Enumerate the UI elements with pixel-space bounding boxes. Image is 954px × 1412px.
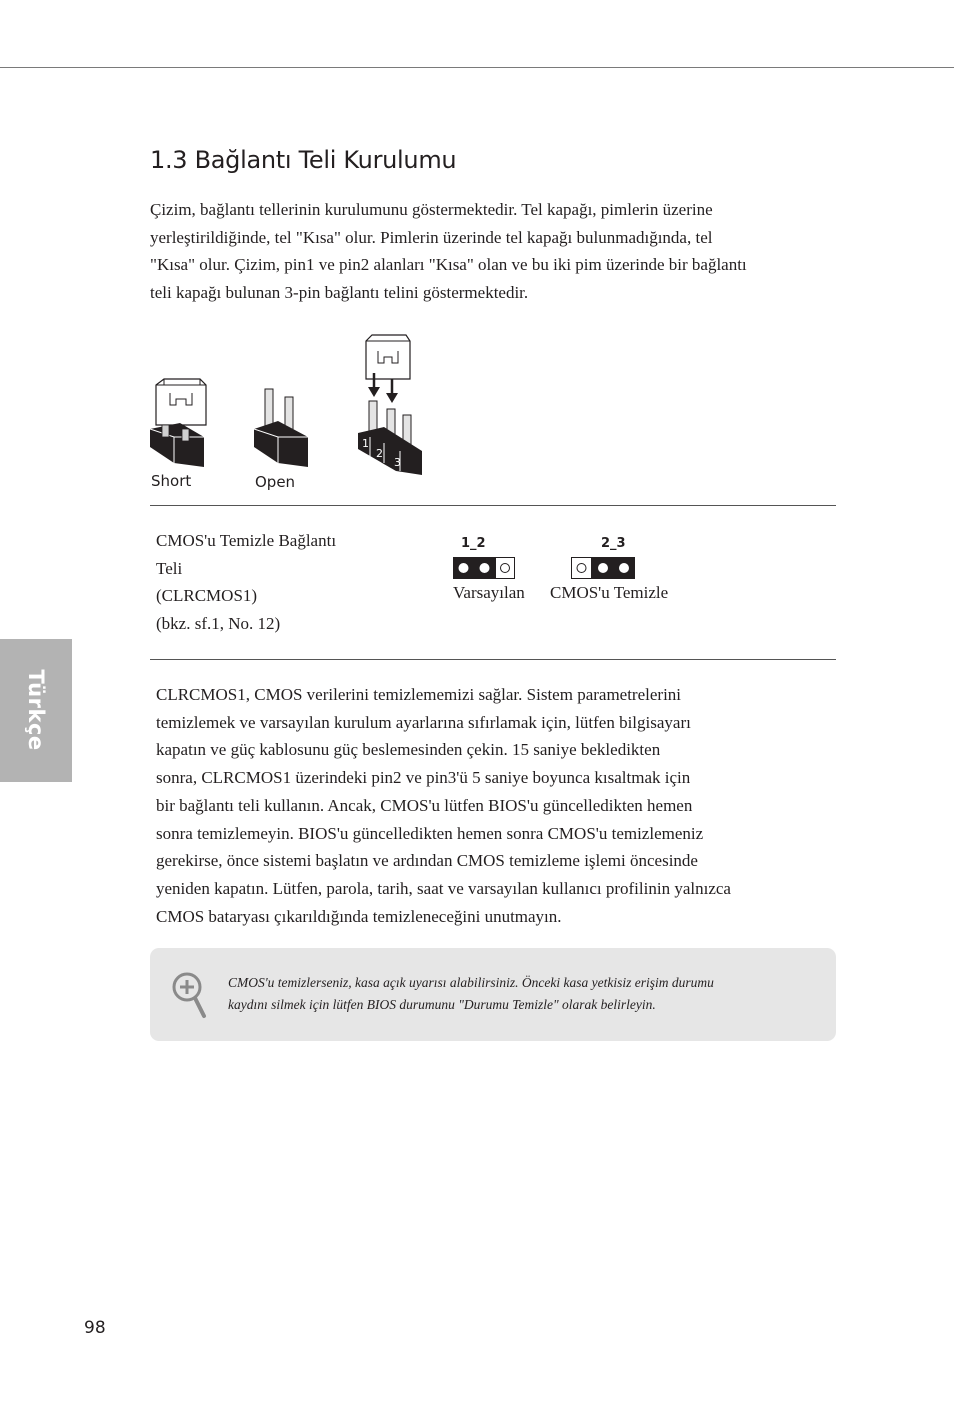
intro-line: teli kapağı bulunan 3-pin bağlantı telini göstermektedir. xyxy=(150,282,529,302)
body-line: CMOS bataryası çıkarıldığında temizleneceğini unutmayın. xyxy=(156,906,562,926)
open-label: Open xyxy=(255,473,296,491)
table-bottom-rule xyxy=(150,659,836,660)
three-pin-jumper-drawing xyxy=(358,335,422,475)
jumper-illustration xyxy=(150,333,430,493)
default-pins-label: 1_2 xyxy=(461,536,486,551)
body-line: kapatın ve güç kablosunu güç beslemesinden çekin. 15 saniye bekledikten xyxy=(156,740,661,760)
note-text xyxy=(228,972,714,1015)
clear-pins-label: 2_3 xyxy=(601,536,626,551)
intro-line: yerleştirildiğinde, tel "Kısa" olur. Pimlerin üzerinde tel kapağı bulunmadığında, tel xyxy=(150,227,713,247)
jumper-name-line: Teli xyxy=(156,558,183,578)
note-box xyxy=(150,948,836,1041)
table-top-rule xyxy=(150,505,836,506)
clear-pin-diagram xyxy=(571,556,635,580)
body-line: sonra, CLRCMOS1 üzerindeki pin2 ve pin3'ü 5 saniye boyunca kısaltmak için xyxy=(156,768,691,788)
default-pin-diagram xyxy=(453,556,515,580)
short-jumper-drawing xyxy=(150,379,206,467)
clear-caption: CMOS'u Temizle xyxy=(550,583,669,602)
jumper-name-cell xyxy=(156,527,336,637)
jumper-name-line: (CLRCMOS1) xyxy=(156,586,258,605)
note-line: kaydını silmek için lütfen BIOS durumunu "Durumu Temizle" olarak belirleyin. xyxy=(228,996,656,1012)
body-line: CLRCMOS1, CMOS verilerini temizlememizi sağlar. Sistem parametrelerini xyxy=(156,685,682,704)
body-line: gerekirse, önce sistemi başlatın ve ardından CMOS temizleme işlemi öncesinde xyxy=(156,851,698,871)
side-tab-label: Türkçe xyxy=(24,669,48,751)
jumper-name-line: (bkz. sf.1, No. 12) xyxy=(156,613,281,633)
note-line: CMOS'u temizlerseniz, kasa açık uyarısı alabilirsiniz. Önceki kasa yetkisiz erişim durumu xyxy=(228,975,714,990)
intro-line: Çizim, bağlantı tellerinin kurulumunu göstermektedir. Tel kapağı, pimlerin üzerine xyxy=(150,200,713,219)
intro-line: "Kısa" olur. Çizim, pin1 ve pin2 alanları "Kısa" olan ve bu iki pim üzerinde bir bağlantı xyxy=(150,255,747,274)
magnifier-plus-icon xyxy=(170,970,210,1020)
open-jumper-drawing xyxy=(254,389,308,467)
page-number: 98 xyxy=(84,1318,106,1338)
jumper-name-line: CMOS'u Temizle Bağlantı xyxy=(156,531,337,550)
pin-number: 1 xyxy=(362,437,369,450)
pin-number: 2 xyxy=(376,447,383,460)
short-label: Short xyxy=(151,472,192,490)
header-rule xyxy=(0,67,954,68)
body-line: sonra temizlemeyin. BIOS'u güncelledikten hemen sonra CMOS'u temizlemeniz xyxy=(156,823,704,843)
body-line: bir bağlantı teli kullanın. Ancak, CMOS'u lütfen BIOS'u güncelledikten hemen xyxy=(156,795,693,815)
intro-paragraph xyxy=(150,196,810,306)
language-side-tab xyxy=(0,639,72,782)
body-line: temizlemek ve varsayılan kurulum ayarlarına sıfırlamak için, lütfen bilgisayarı xyxy=(156,712,691,732)
default-caption: Varsayılan xyxy=(453,583,525,602)
jumper-drawing xyxy=(150,333,430,493)
section-title: 1.3 Bağlantı Teli Kurulumu xyxy=(150,146,457,174)
body-paragraph xyxy=(156,681,731,930)
body-line: yeniden kapatın. Lütfen, parola, tarih, saat ve varsayılan kullanıcı profilinin yalnızca xyxy=(156,878,731,898)
pin-number: 3 xyxy=(394,456,401,469)
